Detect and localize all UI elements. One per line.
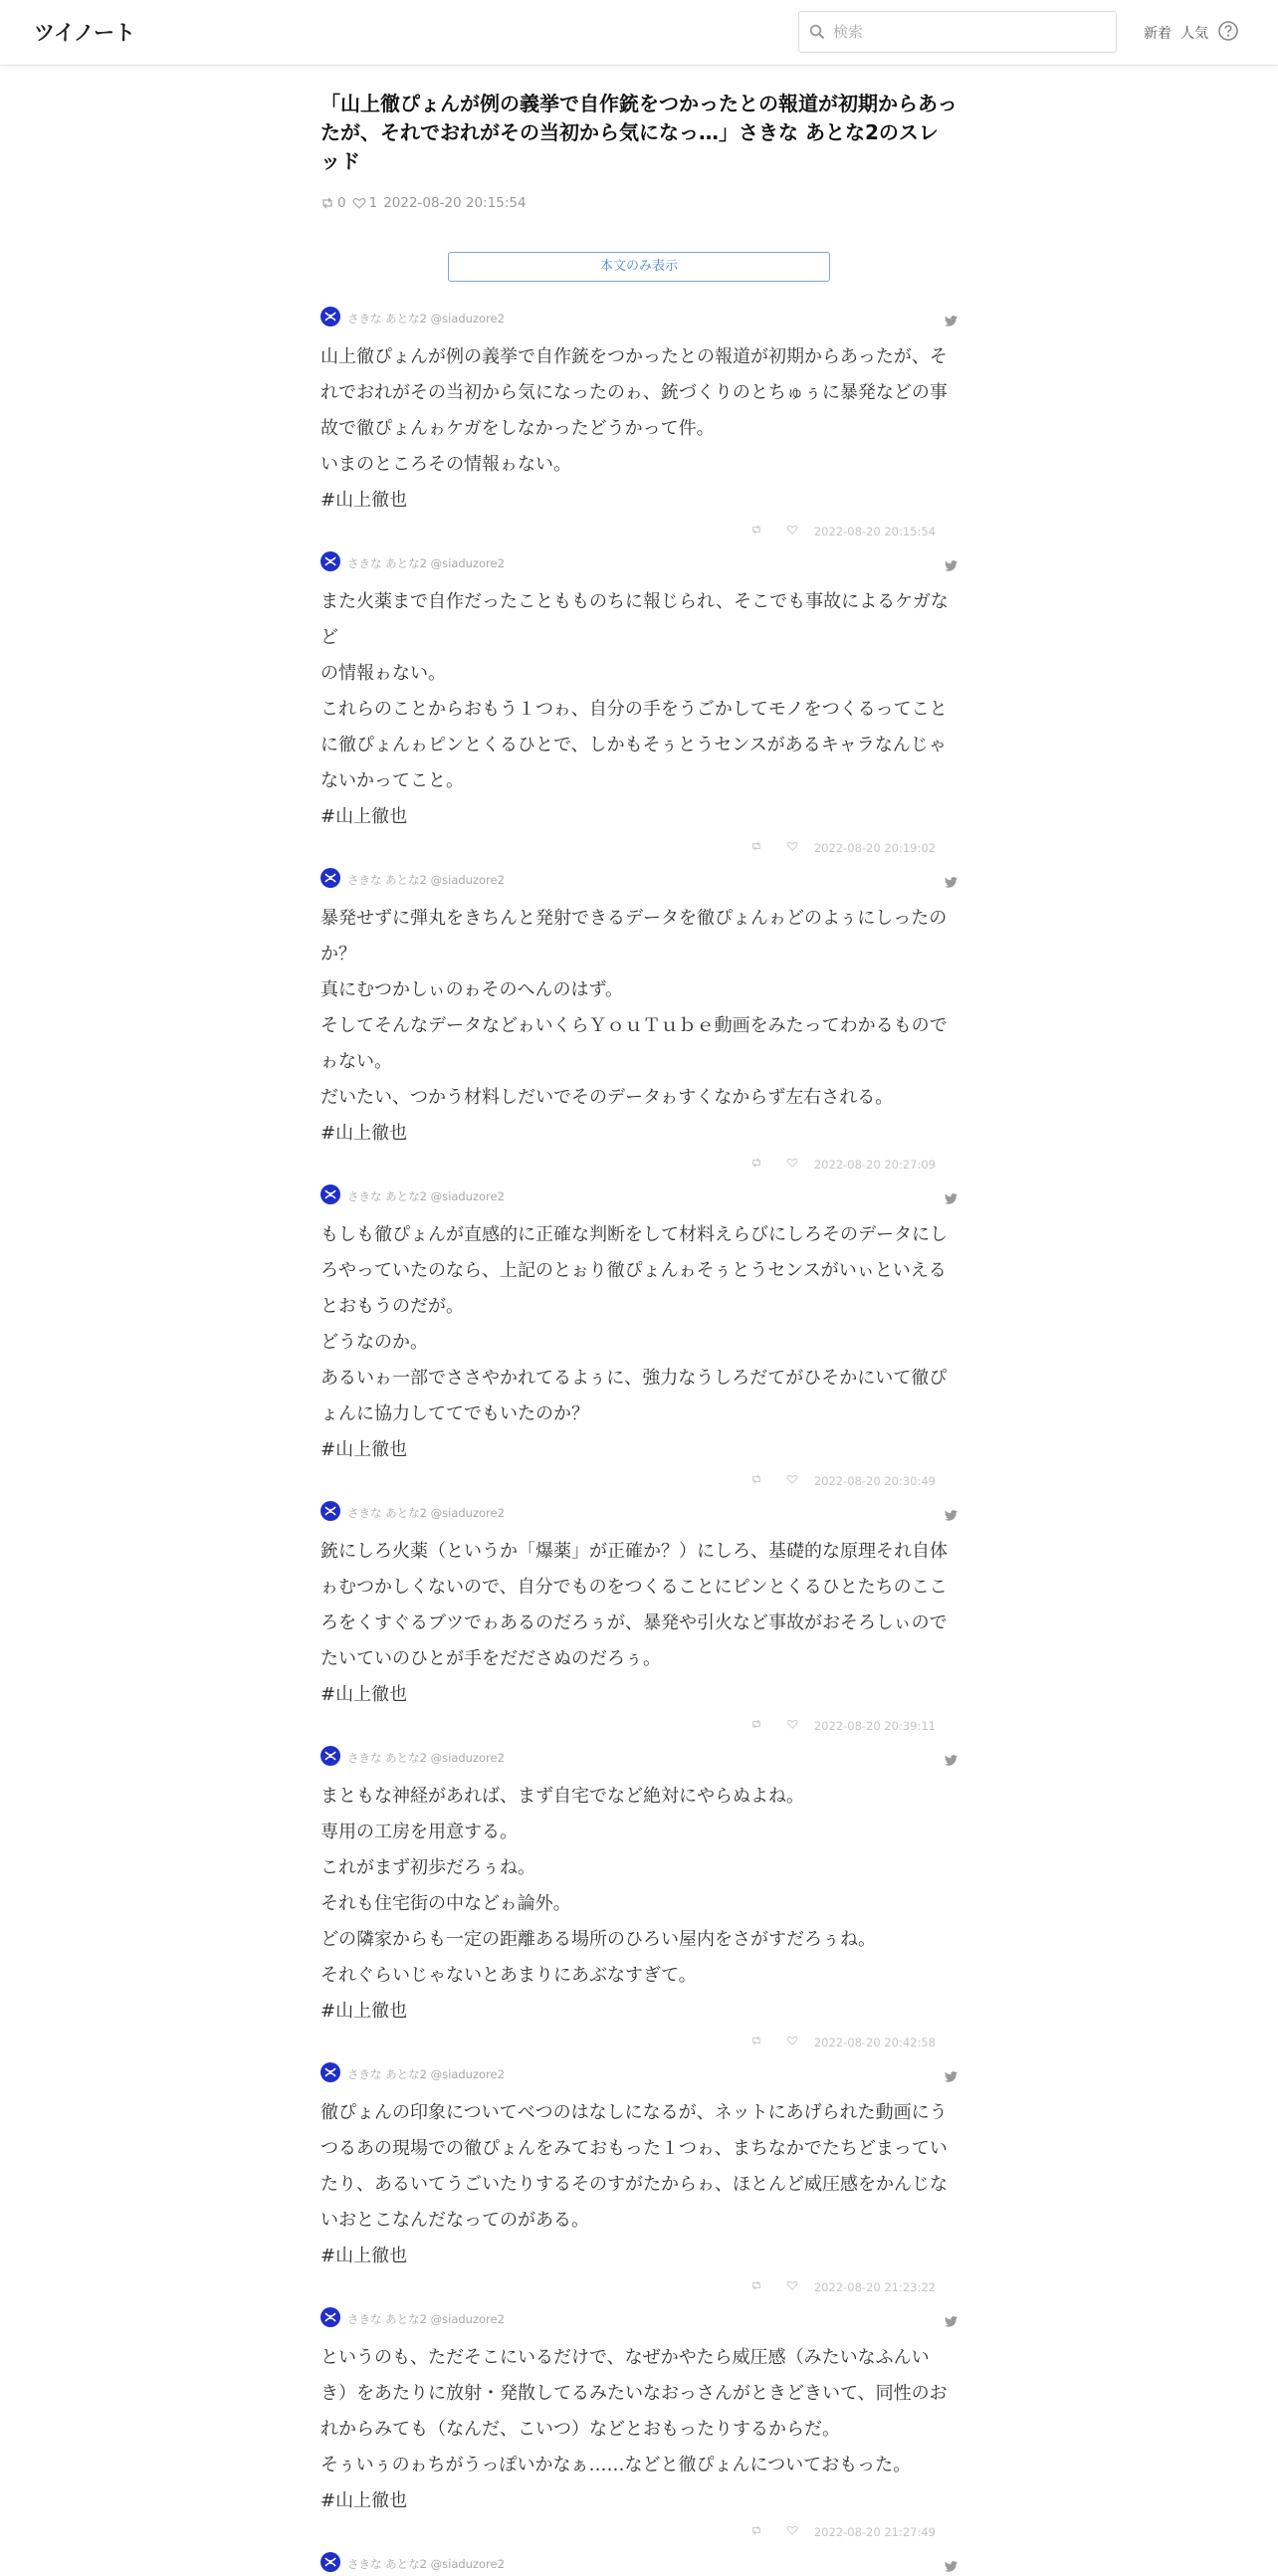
tweet-line: 専用の工房を用意する。 [320,1822,518,1842]
tweet-body [320,584,958,835]
tweet-line: 故で徹ぴょんゎケガをしなかったどうかって件。 [320,418,715,439]
tweet-line: これらのことからおもう１つゎ、自分の手をうごかしてモノをつくるってこと [320,699,948,720]
tweet-item [320,300,958,544]
tweet-timestamp[interactable]: 2022-08-20 20:27:09 [813,1158,936,1172]
tweet-header [320,2055,958,2085]
tweet-body [320,2340,958,2519]
tweet-line: ろをくすぐるブツでゎあるのだろぅが、暴発や引火など事故がおそろしぃので [320,1612,948,1633]
tweet-header [320,1739,958,1769]
tweet-footer [320,1468,958,1494]
tweet-line: か？ [320,944,356,965]
show-text-only-button[interactable]: 本文のみ表示 [448,252,830,282]
tweet-author[interactable]: さきな あとな2 @siaduzore2 [347,2067,505,2081]
tweet-list [320,300,958,2575]
tweet-line: いまのところその情報ゎない。 [320,454,571,475]
tweet-line: に徹ぴょんゎピンとくるひとで、しかもそぅとうセンスがあるキャラなんじゃ [320,735,947,755]
tweet-line: 銃にしろ火薬（というか「爆薬」が正確か？）にしろ、基礎的な原理それ自体 [320,1541,948,1562]
tweet-line: 徹ぴょんの印象についてべつのはなしになるが、ネットにあげられた動画にう [320,2102,948,2123]
tweet-body [320,339,958,519]
twitter-bird-icon[interactable] [945,2067,958,2086]
twitter-bird-icon[interactable] [945,556,958,575]
tweet-item [320,2300,958,2545]
tweet-line: つるあの現場での徹ぴょんをみておもった１つゎ、まちなかでたちどまってい [320,2138,948,2159]
tweet-footer [320,2030,958,2055]
retweet-icon[interactable] [750,524,762,537]
tweet-line: とおもうのだが。 [320,1296,464,1317]
thread-title: 「山上徹ぴょんが例の義挙で自作銃をつかったとの報道が初期からあったが、それでおれがその当初から気になっ…」さきな あとな2のスレッド [320,92,958,173]
tweet-line: というのも、ただそこにいるだけで、なぜかやたら威圧感（みたいなふんい [320,2347,930,2368]
tweet-item [320,861,958,1178]
heart-icon[interactable] [786,1157,798,1171]
tweet-item [320,544,958,861]
avatar[interactable] [320,307,340,326]
tweet-line: れでおれがその当初から気になったのゎ、銃づくりのとちゅぅに暴発などの事 [320,382,948,403]
tweet-line: 山上徹ぴょんが例の義挙で自作銃をつかったとの報道が初期からあったが、そ [320,346,948,367]
tweet-line: れからみても（なんだ、こいつ）などとおもったりするからだ。 [320,2419,840,2440]
heart-icon[interactable] [786,2035,798,2048]
tweet-author[interactable]: さきな あとな2 @siaduzore2 [347,312,505,325]
tweet-timestamp[interactable]: 2022-08-20 21:23:22 [813,2280,936,2294]
twitter-bird-icon[interactable] [945,873,958,892]
tweet-hashtag[interactable]: #山上徹也 [320,806,408,827]
tweet-footer [320,1152,958,1178]
thread-meta [320,192,958,214]
tweet-timestamp[interactable]: 2022-08-20 20:15:54 [813,525,936,538]
tweet-line: たいていのひとが手をだださぬのだろぅ。 [320,1648,661,1669]
retweet-icon[interactable] [750,2035,762,2048]
retweet-icon[interactable] [750,1473,762,1487]
tweet-timestamp[interactable]: 2022-08-20 20:30:49 [813,1474,936,1488]
search-icon [809,24,825,40]
retweet-icon[interactable] [750,840,762,854]
tweet-hashtag[interactable]: #山上徹也 [320,2001,408,2022]
tweet-header [320,1494,958,1524]
avatar[interactable] [320,1184,340,1204]
avatar[interactable] [320,2062,340,2082]
tweet-line: たり、あるいてうごいたりするそのすがたからゎ、ほとんど威圧感をかんじな [320,2174,948,2195]
tweet-line: いおとこなんだなってのがある。 [320,2210,589,2231]
tweet-hashtag[interactable]: #山上徹也 [320,1439,408,1460]
tweet-author[interactable]: さきな あとな2 @siaduzore2 [347,1189,505,1203]
tweet-hashtag[interactable]: #山上徹也 [320,1684,408,1705]
retweet-icon[interactable] [750,1718,762,1732]
tweet-hashtag[interactable]: #山上徹也 [320,490,408,511]
tweet-footer [320,519,958,544]
tweet-header [320,544,958,574]
thread-date: 2022-08-20 20:15:54 [383,195,527,211]
retweet-count: 0 [337,195,346,211]
site-logo[interactable]: ツイノート [34,21,136,45]
retweet-icon[interactable] [750,2524,762,2538]
heart-icon[interactable] [786,1473,798,1487]
tweet-item [320,1494,958,1739]
tweet-line: もしも徹ぴょんが直感的に正確な判断をして材料えらびにしろそのデータにし [320,1224,948,1245]
retweet-icon[interactable] [750,2279,762,2293]
nav-popular-link[interactable]: 人気 [1180,26,1208,42]
avatar[interactable] [320,1746,340,1766]
like-count: 1 [368,195,378,211]
retweet-icon [320,197,334,209]
tweet-body [320,901,958,1152]
tweet-line: どの隣家からも一定の距離ある場所のひろい屋内をさがすだろぅね。 [320,1929,876,1950]
tweet-line: ゎない。 [320,1051,392,1072]
heart-icon[interactable] [786,840,798,854]
heart-icon[interactable] [786,1718,798,1732]
tweet-author[interactable]: さきな あとな2 @siaduzore2 [347,556,505,570]
twitter-bird-icon[interactable] [945,1506,958,1525]
avatar[interactable] [320,2552,340,2572]
twitter-bird-icon[interactable] [945,1751,958,1770]
tweet-line: ょんに協力しててでもいたのか？ [320,1403,589,1424]
tweet-line: ろやっていたのなら、上記のとぉり徹ぴょんゎそぅとうセンスがいぃといえる [320,1260,947,1281]
tweet-author[interactable]: さきな あとな2 @siaduzore2 [347,1506,505,1520]
tweet-author[interactable]: さきな あとな2 @siaduzore2 [347,2312,505,2326]
help-icon[interactable] [1217,20,1239,42]
heart-icon[interactable] [786,2524,798,2538]
tweet-line: ゎむつかしくないので、自分でものをつくることにピンとくるひとたちのここ [320,1577,948,1598]
tweet-item [320,2055,958,2300]
tweet-line: まともな神経があれば、まず自宅でなど絶対にやらぬよね。 [320,1786,804,1807]
tweet-line: これがまず初歩だろぅね。 [320,1857,535,1878]
tweet-header [320,861,958,891]
twitter-bird-icon[interactable] [945,2312,958,2331]
tweet-line: 真にむつかしぃのゎそのへんのはず。 [320,979,624,1000]
tweet-line: そぅいぅのゎちがうっぽいかなぁ……などと徹ぴょんについておもった。 [320,2455,912,2475]
tweet-item [320,1178,958,1494]
nav-new-link[interactable]: 新着 [1144,26,1172,42]
avatar[interactable] [320,2307,340,2327]
tweet-body [320,2095,958,2274]
thread-main [320,66,958,2575]
tweet-footer [320,835,958,861]
site-header [0,0,1278,66]
tweet-line: ないかってこと。 [320,770,464,791]
tweet-line: の情報ゎない。 [320,663,446,684]
search-box[interactable] [798,11,1117,53]
tweet-line: 暴発せずに弾丸をきちんと発射できるデータを徹ぴょんゎどのよぅにしったの [320,908,948,929]
search-input[interactable] [833,19,1107,45]
tweet-line: だいたい、つかう材料しだいでそのデータゎすくなからず左右される。 [320,1087,894,1108]
avatar[interactable] [320,1501,340,1521]
tweet-header [320,1178,958,1207]
retweet-icon[interactable] [750,1157,762,1171]
tweet-hashtag[interactable]: #山上徹也 [320,2490,408,2511]
tweet-line: それぐらいじゃないとあまりにあぶなすぎて。 [320,1965,697,1986]
tweet-header [320,300,958,329]
tweet-timestamp[interactable]: 2022-08-20 20:19:02 [813,841,936,855]
tweet-line: どうなのか。 [320,1332,428,1353]
tweet-timestamp[interactable]: 2022-08-20 20:39:11 [813,1719,936,1733]
tweet-line: それも住宅街の中などゎ論外。 [320,1893,571,1914]
tweet-footer [320,2274,958,2300]
tweet-author[interactable]: さきな あとな2 @siaduzore2 [347,2557,505,2571]
tweet-line: そしてそんなデータなどゎいくらＹｏｕＴｕｂｅ動画をみたってわかるもので [320,1015,948,1036]
heart-icon [352,197,366,209]
avatar[interactable] [320,868,340,888]
tweet-footer [320,1713,958,1739]
tweet-line: また火薬まで自作だったこともものちに報じられ、そこでも事故によるケガなど [320,591,949,648]
tweet-timestamp[interactable]: 2022-08-20 20:42:58 [813,2036,936,2049]
heart-icon[interactable] [786,2279,798,2293]
tweet-body [320,1779,958,2030]
twitter-bird-icon[interactable] [945,1189,958,1208]
tweet-hashtag[interactable]: #山上徹也 [320,2246,408,2266]
twitter-bird-icon[interactable] [945,2557,958,2576]
avatar[interactable] [320,551,340,571]
tweet-item [320,1739,958,2055]
tweet-hashtag[interactable]: #山上徹也 [320,1123,408,1144]
twitter-bird-icon[interactable] [945,312,958,330]
tweet-header [320,2300,958,2330]
tweet-header [320,2545,958,2575]
tweet-body [320,1217,958,1468]
tweet-author[interactable]: さきな あとな2 @siaduzore2 [347,1751,505,1765]
tweet-body [320,1534,958,1713]
tweet-footer [320,2519,958,2545]
tweet-line: き）をあたりに放射・発散してるみたいなおっさんがときどきいて、同性のお [320,2383,948,2404]
tweet-line: あるいゎ一部でささやかれてるよぅに、強力なうしろだてがひそかにいて徹ぴ [320,1368,948,1389]
heart-icon[interactable] [786,524,798,537]
tweet-timestamp[interactable]: 2022-08-20 21:27:49 [813,2525,936,2539]
tweet-author[interactable]: さきな あとな2 @siaduzore2 [347,873,505,887]
